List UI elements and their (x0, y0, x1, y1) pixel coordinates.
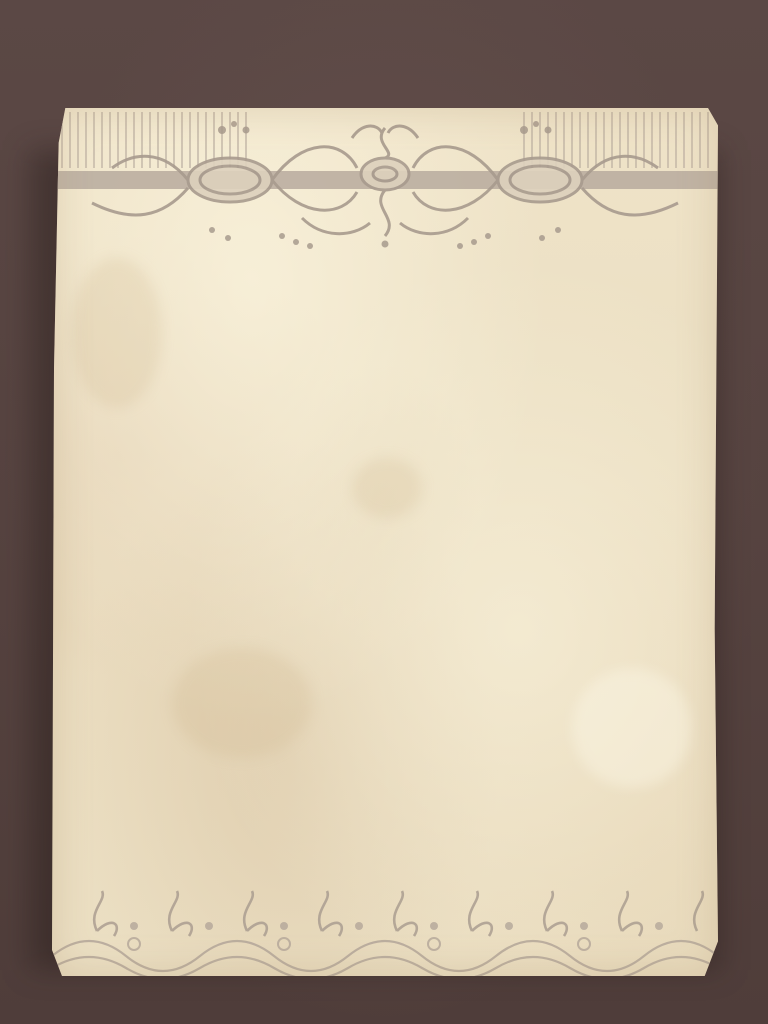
paper-stain (72, 258, 162, 408)
filigree-header-icon (52, 108, 718, 258)
paper-stain (172, 648, 312, 758)
lace-border-icon (52, 886, 718, 976)
paper-stain (352, 458, 422, 518)
parchment-sheet (52, 108, 718, 976)
paper-highlight (572, 668, 692, 788)
